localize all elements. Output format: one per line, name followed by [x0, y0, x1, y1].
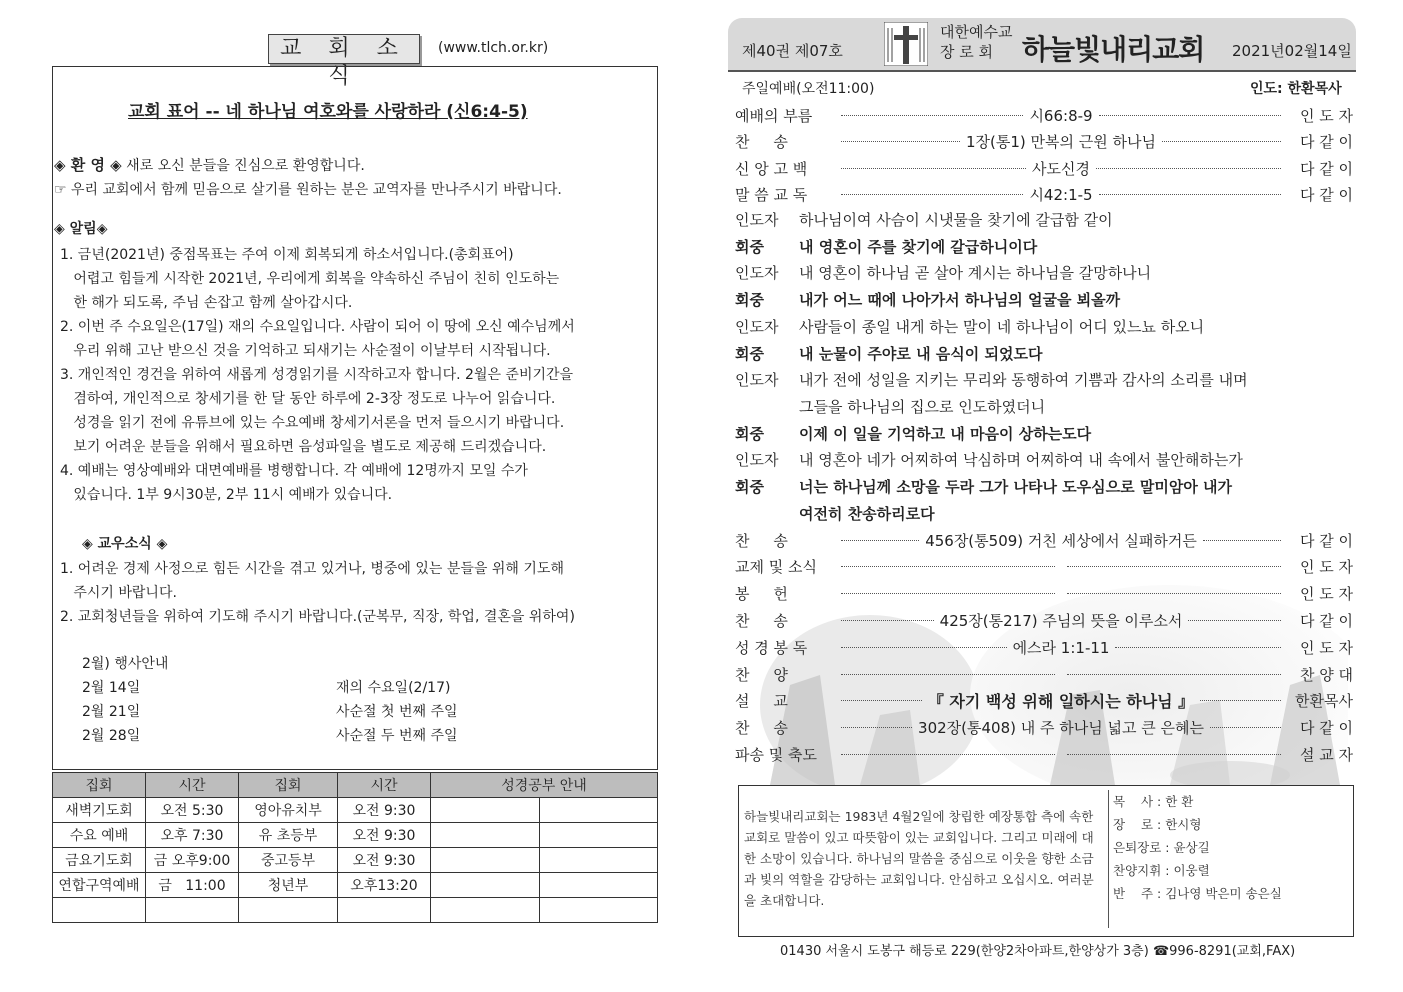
worship-order-row [735, 634, 1353, 660]
responsive-line [735, 341, 1042, 367]
table-cell [338, 898, 431, 923]
reader-label: 인도자 [735, 371, 779, 390]
notice-line: 2. 이번 주 수요일은(17일) 재의 수요일입니다. 사람이 되어 이 땅에 오신 예수님께서 [60, 319, 575, 335]
table-cell: 금 오후9:00 [146, 848, 239, 873]
reader-label: 회중 [735, 424, 764, 443]
notice-section [54, 217, 575, 507]
leader-dots [1067, 593, 1281, 594]
denomination: 대한예수교 장 로 회 [940, 23, 1013, 61]
table-cell [146, 898, 239, 923]
responsive-line [735, 501, 935, 527]
worship-order-row [735, 688, 1353, 714]
order-item: 말 씀 교 독 [735, 186, 808, 204]
leader-dots [1099, 115, 1281, 116]
leader-dots [1099, 194, 1281, 195]
order-item: 찬 송 [735, 133, 788, 151]
order-item: 찬 송 [735, 531, 788, 550]
order-item: 찬 양 [735, 665, 788, 684]
member-heading: ◈ 교우소식 ◈ [82, 536, 168, 552]
order-content-line [835, 689, 1287, 712]
church-motto: 교회 표어 -- 네 하나님 여호와를 사랑하라 (신6:4-5) [128, 102, 528, 122]
staff-line: 반 주 : 김나영 박은미 송은실 [1113, 886, 1282, 901]
order-item: 설 교 [735, 692, 788, 711]
service-leader: 인도: 한환목사 [1250, 81, 1342, 97]
leader-dots [1188, 620, 1281, 621]
notice-line: 한 해가 되도록, 주님 손잡고 함께 살아갑시다. [60, 295, 353, 311]
order-item: 찬 송 [735, 611, 788, 630]
leader-dots [841, 754, 1055, 755]
reader-label: 인도자 [735, 264, 779, 283]
order-content-line [835, 593, 1287, 594]
member-news-line: 2. 교회청년들을 위하여 기도해 주시기 바랍니다.(군복무, 직장, 학업, 결혼을 위하여) [60, 609, 575, 625]
responsive-line [735, 421, 1091, 447]
leader-dots [1067, 566, 1281, 567]
worship-order-row [735, 661, 1353, 687]
study-guide-cell [540, 898, 658, 923]
study-guide-cell [431, 898, 540, 923]
table-cell: 청년부 [239, 873, 338, 898]
welcome-note: ☞ 우리 교회에서 함께 믿음으로 살기를 원하는 분은 교역자를 만나주시기 바랍니다. [54, 182, 562, 198]
order-content: 456장(통509) 거친 세상에서 실패하거든 [925, 531, 1197, 550]
order-role: 설 교 자 [1299, 745, 1353, 764]
table-row [53, 873, 658, 898]
responsive-line [735, 474, 1232, 500]
responsive-line [735, 287, 1120, 313]
event-date: 2월 14일 [82, 680, 141, 696]
responsive-line [735, 447, 1243, 473]
order-content-line [835, 674, 1287, 675]
table-cell: 오전 9:30 [338, 798, 431, 823]
church-url[interactable]: (www.tlch.or.kr) [438, 40, 549, 56]
worship-order-row [735, 741, 1353, 767]
event-desc: 재의 수요일(2/17) [336, 680, 451, 696]
order-content: 1장(통1) 만복의 근원 하나님 [966, 133, 1156, 151]
reading-text: 너는 하나님께 소망을 두라 그가 나타나 도우심으로 말미암아 내가 [799, 478, 1233, 496]
reading-text: 내 영혼이 주를 찾기에 갈급하니이다 [799, 237, 1038, 256]
notice-line: 4. 예배는 영상예배와 대면예배를 병행합니다. 각 예배에 12명까지 모일 수가 [60, 463, 528, 479]
study-guide-cell [431, 823, 540, 848]
study-guide-cell [540, 848, 658, 873]
table-header-cell: 성경공부 안내 [431, 773, 658, 798]
order-content-line [835, 105, 1287, 126]
study-guide-cell [431, 798, 540, 823]
leader-dots [1210, 727, 1281, 728]
leader-dots [1096, 168, 1281, 169]
schedule-table [52, 772, 658, 923]
leader-dots [841, 674, 1055, 675]
leader-dots [841, 194, 1023, 195]
reader-label: 회중 [735, 344, 764, 363]
worship-order-row [735, 155, 1353, 181]
leader-dots [1162, 141, 1281, 142]
worship-order-row [735, 527, 1353, 553]
table-row [53, 798, 658, 823]
order-role: 한환목사 [1295, 692, 1353, 711]
event-desc: 사순절 첫 번째 주일 [336, 704, 458, 720]
table-cell: 중고등부 [239, 848, 338, 873]
table-cell [53, 898, 146, 923]
reading-text: 사람들이 종일 내게 하는 말이 네 하나님이 어디 있느뇨 하오니 [799, 317, 1205, 336]
order-content: 시66:8-9 [1029, 106, 1093, 125]
reading-text: 내가 어느 때에 나아가서 하나님의 얼굴을 뵈올까 [799, 291, 1121, 310]
notice-line: 어렵고 힘들게 시작한 2021년, 우리에게 회복을 약속하신 주님이 친히 인도하는 [60, 271, 560, 287]
table-cell [239, 898, 338, 923]
study-guide-cell [431, 873, 540, 898]
leader-dots [841, 647, 1007, 648]
event-desc: 사순절 두 번째 주일 [336, 728, 458, 744]
church-name: 하늘빛내리교회 [1022, 33, 1205, 66]
reader-label: 회중 [735, 291, 764, 310]
leader-dots [1115, 647, 1281, 648]
order-item: 교제 및 소식 [735, 558, 817, 577]
table-cell: 오전 5:30 [146, 798, 239, 823]
news-title: 교 회 소 식 [268, 34, 420, 64]
cross-logo-icon [884, 22, 928, 66]
order-content-line [835, 717, 1287, 738]
welcome-text: 새로 오신 분들을 진심으로 환영합니다. [121, 158, 365, 174]
reading-text: 내 영혼이 하나님 곧 살아 계시는 하나님을 갈망하나니 [799, 264, 1152, 283]
reading-text: 그들을 하나님의 집으로 인도하였더니 [799, 397, 1046, 416]
study-guide-cell [431, 848, 540, 873]
order-content-line [835, 131, 1287, 152]
leader-dots [1067, 674, 1281, 675]
order-content-line [835, 610, 1287, 631]
leader-dots [1067, 754, 1281, 755]
welcome-heading: ◈ 환 영 ◈ [54, 156, 122, 174]
order-role: 인 도 자 [1299, 106, 1353, 125]
worship-order-row [735, 102, 1353, 128]
worship-order-row [735, 554, 1353, 580]
welcome-section [54, 153, 562, 202]
order-item: 파송 및 축도 [735, 745, 817, 764]
member-news-line: 1. 어려운 경제 사정으로 힘든 시간을 겪고 있거나, 병중에 있는 분들을 위해 기도해 [60, 561, 564, 577]
event-row [82, 700, 458, 724]
order-role: 다 같 이 [1299, 719, 1353, 738]
event-row [82, 676, 458, 700]
reading-text: 이제 이 일을 기억하고 내 마음이 상하는도다 [799, 424, 1092, 443]
table-cell: 금요기도회 [53, 848, 146, 873]
notice-line: 3. 개인적인 경건을 위하여 새롭게 성경읽기를 시작하고자 합니다. 2월은 준비기간을 [60, 367, 574, 383]
notice-line: 있습니다. 1부 9시30분, 2부 11시 예배가 있습니다. [60, 487, 393, 503]
table-cell: 연합구역예배 [53, 873, 146, 898]
leader-dots [841, 727, 912, 728]
church-address: 01430 서울시 도봉구 해등로 229(한양2차아파트,한양상가 3층) ☎996-8291(교회,FAX) [780, 944, 1296, 959]
worship-order-row [735, 607, 1353, 633]
table-row [53, 823, 658, 848]
worship-order-row [735, 129, 1353, 155]
order-item: 신 앙 고 백 [735, 159, 808, 178]
reader-label: 인도자 [735, 317, 779, 336]
reading-text: 내가 전에 성일을 지키는 무리와 동행하여 기쁨과 감사의 소리를 내며 [799, 371, 1248, 390]
reading-text: 내 영혼아 네가 어찌하여 낙심하며 어찌하여 내 속에서 불안해하는가 [799, 451, 1243, 470]
leader-dots [841, 168, 1026, 169]
table-header-cell: 집회 [239, 773, 338, 798]
order-role: 다 같 이 [1299, 186, 1353, 204]
responsive-line [735, 234, 1037, 260]
events-list [82, 676, 458, 748]
order-role: 찬 양 대 [1299, 665, 1353, 684]
responsive-line [735, 207, 1113, 233]
order-role: 다 같 이 [1299, 611, 1353, 630]
reading-text: 여전히 찬송하리로다 [799, 504, 935, 523]
order-content-line [835, 530, 1287, 551]
leader-dots [841, 540, 919, 541]
table-cell: 새벽기도회 [53, 798, 146, 823]
leader-dots [841, 593, 1055, 594]
service-title: 주일예배(오전11:00) [742, 81, 875, 97]
order-role: 다 같 이 [1299, 159, 1353, 178]
order-content: 시42:1-5 [1029, 186, 1093, 204]
responsive-line [735, 367, 1248, 393]
leader-dots [841, 700, 922, 701]
order-item: 성 경 봉 독 [735, 638, 808, 657]
order-role: 다 같 이 [1299, 531, 1353, 550]
order-content-line [835, 754, 1287, 755]
order-role: 인 도 자 [1299, 585, 1353, 604]
member-news-list [60, 557, 575, 629]
staff-line: 은퇴장로 : 윤상길 [1113, 840, 1210, 855]
notice-line: 겸하여, 개인적으로 창세기를 한 달 동안 하루에 2-3장 정도로 나누어 읽습니다. [60, 391, 556, 407]
table-cell: 수요 예배 [53, 823, 146, 848]
table-cell: 유 초등부 [239, 823, 338, 848]
notice-heading: ◈ 알림◈ [54, 221, 108, 237]
order-item: 예배의 부름 [735, 106, 813, 125]
staff-line: 찬양지휘 : 이웅렬 [1113, 863, 1210, 878]
staff-list [1108, 790, 1353, 928]
event-date: 2월 28일 [82, 728, 141, 744]
responsive-line [735, 260, 1151, 286]
volume-number: 제40권 제07호 [742, 42, 843, 60]
order-content: 425장(통217) 주님의 뜻을 이루소서 [939, 611, 1183, 630]
table-row [53, 848, 658, 873]
notice-line: 성경을 읽기 전에 유튜브에 있는 수요예배 창세기서론을 먼저 들으시기 바랍니다. [60, 415, 565, 431]
study-guide-cell [540, 798, 658, 823]
order-content-line [835, 158, 1287, 179]
leader-dots [841, 141, 960, 142]
events-heading: 2월) 행사안내 [82, 656, 169, 672]
order-item: 봉 헌 [735, 585, 788, 604]
reading-text: 하나님이여 사슴이 시냇물을 찾기에 갈급함 같이 [799, 211, 1113, 229]
leader-dots [1203, 540, 1281, 541]
reader-label: 인도자 [735, 211, 779, 229]
order-content: 사도신경 [1032, 159, 1090, 178]
order-content-line [835, 566, 1287, 567]
order-role: 인 도 자 [1299, 558, 1353, 577]
notice-line: 보기 어려운 분들을 위해서 필요하면 음성파일을 별도로 제공해 드리겠습니다. [60, 439, 547, 455]
responsive-line [735, 314, 1204, 340]
table-cell: 오전 9:30 [338, 848, 431, 873]
order-content: 302장(통408) 내 주 하나님 넓고 큰 은혜는 [918, 719, 1204, 738]
reader-label: 회중 [735, 237, 764, 256]
responsive-line [735, 394, 1045, 420]
reader-label: 회중 [735, 478, 764, 496]
leader-dots [841, 115, 1023, 116]
order-content: 『 자기 백성 위해 일하시는 하나님 』 [927, 692, 1195, 712]
reader-label: 인도자 [735, 451, 779, 470]
table-cell: 오후 7:30 [146, 823, 239, 848]
table-header-cell: 시간 [146, 773, 239, 798]
order-role: 인 도 자 [1299, 638, 1353, 657]
member-news-line: 주시기 바랍니다. [60, 585, 177, 601]
event-row [82, 724, 458, 748]
church-introduction: 하늘빛내리교회는 1983년 4월2일에 창립한 예장통합 측에 속한 교회로 말씀이 있고 따뜻함이 있는 교회입니다. 그리고 미래에 대한 소망이 있습니다. 하나님의 말씀을 중심으로 이웃을 향한 소금과 빛의 역할을 감당하는 교회입니다. 안심하고 오십시오. 여러분을 초대합니다. [744, 809, 1094, 908]
notice-line: 우리 위해 고난 받으신 것을 기억하고 되새기는 사순절이 이날부터 시작됩니다. [60, 343, 551, 359]
order-content-line [835, 184, 1287, 205]
worship-order-row [735, 182, 1353, 208]
staff-line: 목 사 : 한 환 [1113, 794, 1194, 809]
table-header-cell: 시간 [338, 773, 431, 798]
order-item: 찬 송 [735, 719, 788, 738]
event-date: 2월 21일 [82, 704, 141, 720]
study-guide-cell [540, 873, 658, 898]
table-row [53, 898, 658, 923]
bulletin-date: 2021년02월14일 [1232, 42, 1352, 60]
worship-order-row [735, 581, 1353, 607]
reading-text: 내 눈물이 주야로 내 음식이 되었도다 [799, 344, 1043, 363]
leader-dots [841, 566, 1055, 567]
order-content: 에스라 1:1-11 [1012, 638, 1110, 657]
table-cell: 영아유치부 [239, 798, 338, 823]
staff-line: 장 로 : 한시형 [1113, 817, 1202, 832]
table-cell: 오후13:20 [338, 873, 431, 898]
worship-order-row [735, 715, 1353, 741]
order-content-line [835, 637, 1287, 658]
study-guide-cell [540, 823, 658, 848]
table-cell: 오전 9:30 [338, 823, 431, 848]
notice-line: 1. 금년(2021년) 중점목표는 주여 이제 회복되게 하소서입니다.(총회표어) [60, 247, 514, 263]
leader-dots [1200, 700, 1281, 701]
leader-dots [841, 620, 934, 621]
table-header-cell: 집회 [53, 773, 146, 798]
order-role: 다 같 이 [1299, 133, 1353, 151]
table-cell: 금 11:00 [146, 873, 239, 898]
